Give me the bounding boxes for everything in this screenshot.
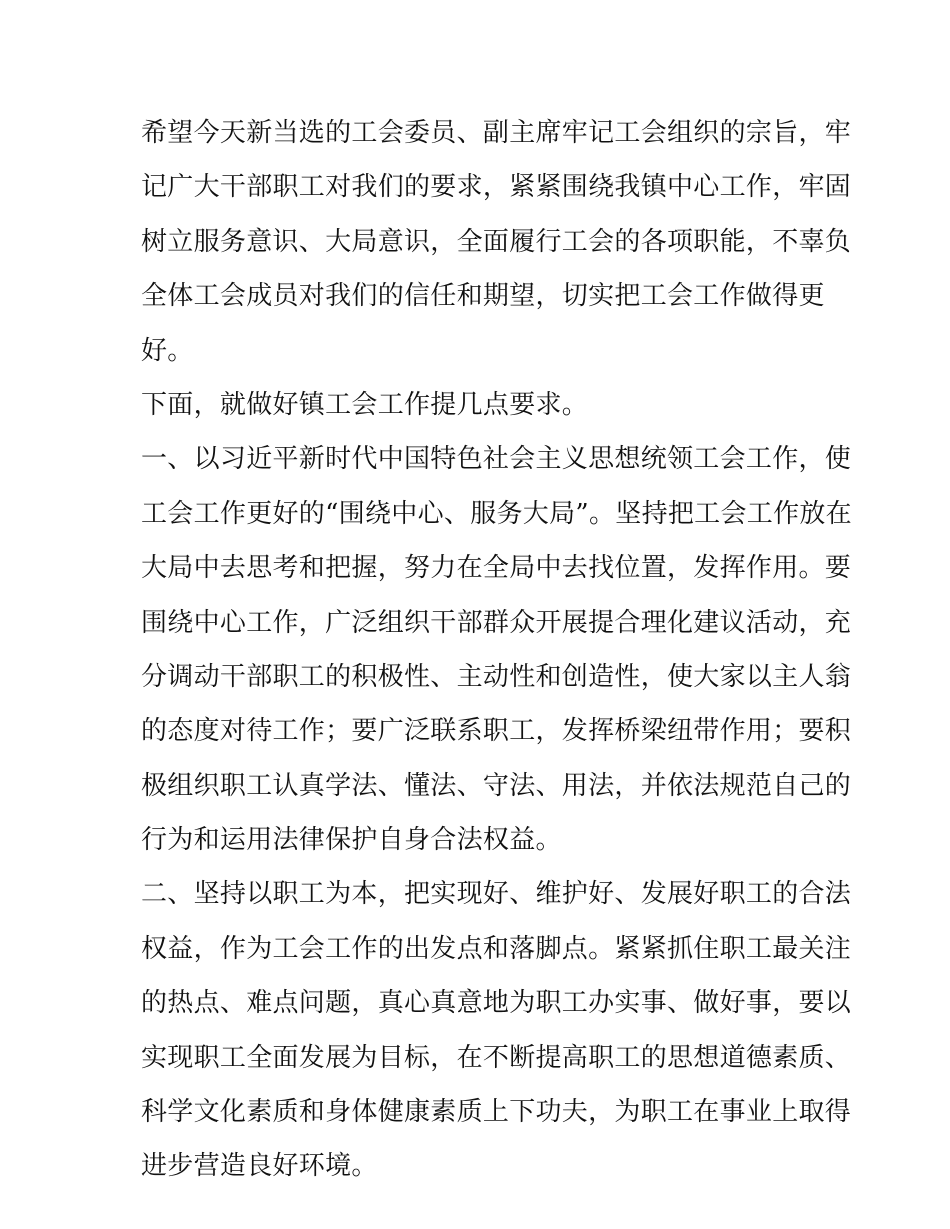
text-line: 全体工会成员对我们的信任和期望，切实把工会工作做得更 [141, 281, 825, 312]
text-line: 记广大干部职工对我们的要求，紧紧围绕我镇中心工作，牢固 [141, 172, 852, 203]
text-line: 极组织职工认真学法、懂法、守法、用法，并依法规范自己的 [141, 770, 852, 801]
text-line: 下面，就做好镇工会工作提几点要求。 [141, 389, 589, 420]
text-line: 分调动干部职工的积极性、主动性和创造性，使大家以主人翁 [141, 661, 852, 692]
text-line: 的态度对待工作；要广泛联系职工，发挥桥梁纽带作用；要积 [141, 716, 852, 747]
text-line: 一、以习近平新时代中国特色社会主义思想统领工会工作，使 [141, 444, 852, 475]
text-line: 的热点、难点问题，真心真意地为职工办实事、做好事，要以 [141, 988, 852, 1019]
text-line: 行为和运用法律保护自身合法权益。 [141, 825, 562, 856]
text-line: 实现职工全面发展为目标，在不断提高职工的思想道德素质、 [141, 1042, 852, 1073]
document-body [141, 106, 852, 1194]
text-line: 围绕中心工作，广泛组织干部群众开展提合理化建议活动，充 [141, 607, 852, 638]
text-line: 工会工作更好的“围绕中心、服务大局”。坚持把工会工作放在 [141, 498, 852, 529]
text-line: 树立服务意识、大局意识，全面履行工会的各项职能，不辜负 [141, 226, 852, 257]
text-line: 大局中去思考和把握，努力在全局中去找位置，发挥作用。要 [141, 553, 852, 584]
text-line: 科学文化素质和身体健康素质上下功夫，为职工在事业上取得 [141, 1097, 852, 1128]
text-line: 二、坚持以职工为本，把实现好、维护好、发展好职工的合法 [141, 879, 852, 910]
text-line: 好。 [141, 335, 194, 366]
text-line: 进步营造良好环境。 [141, 1151, 378, 1182]
text-line: 希望今天新当选的工会委员、副主席牢记工会组织的宗旨，牢 [141, 118, 852, 148]
text-line: 权益，作为工会工作的出发点和落脚点。紧紧抓住职工最关注 [141, 933, 852, 964]
